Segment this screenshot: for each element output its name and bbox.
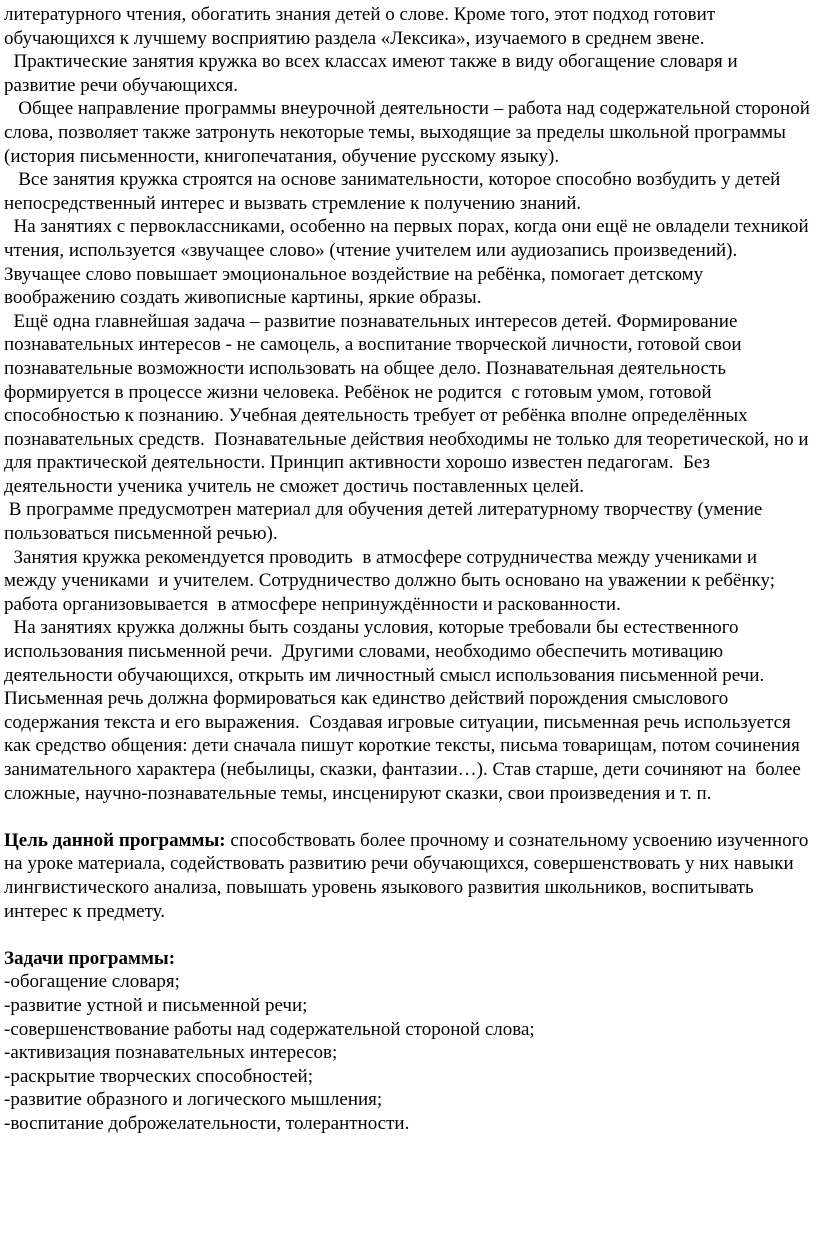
goal-label: Цель данной программы: (4, 829, 226, 851)
task-item: -воспитание доброжелательности, толерантности. (4, 1112, 410, 1134)
task-item: -активизация познавательных интересов; (4, 1042, 338, 1064)
paragraph-written-speech: На занятиях кружка должны быть созданы условия, которые требовали бы естественного использования письменной речи. Другими словами, необходимо обеспечить мотивацию деятельности обучающихся, открыть им личностный смысл использования письменной речи. Письменная речь должна формироваться как единство действий порождения смыслового содержания текста и его выражения. Создавая игровые ситуации, письменная речь используется как средство общения: дети сначала пишут короткие тексты, письма товарищам, потом сочинения занимательного характера (небылицы, сказки, фантазии…). Став старше, дети сочиняют на более сложные, научно-познавательные темы, инсценируют сказки, свои произведения и т. п. (4, 617, 806, 804)
paragraph-practical-classes: Практические занятия кружка во всех классах имеют также в виду обогащение словаря и развитие речи обучающихся. (4, 51, 743, 96)
goal-paragraph (4, 829, 814, 923)
task-item: -развитие устной и письменной речи; (4, 994, 308, 1016)
paragraph-cooperation: Занятия кружка рекомендуется проводить в атмосфере сотрудничества между учениками и между учениками и учителем. Сотрудничество должно быть основано на уважении к ребёнку; работа организовывается в атмосфере непринуждённости и раскованности. (4, 546, 780, 615)
paragraph-cognitive-interests: Ещё одна главнейшая задача – развитие познавательных интересов детей. Формирование познавательных интересов - не самоцель, а воспитание творческой личности, готовой свои познавательные возможности использовать на общее дело. Познавательная деятельность формируется в процессе жизни человека. Ребёнок не родится с готовым умом, готовой способностью к познанию. Учебная деятельность требует от ребёнка вполне определённых познавательных средств. Познавательные действия необходимы не только для теоретической, но и для практической деятельности. Принцип активности хорошо известен педагогам. Без деятельности ученика учитель не сможет достичь поставленных целей. (4, 310, 814, 497)
task-item: -совершенствование работы над содержательной стороной слова; (4, 1018, 535, 1040)
tasks-heading: Задачи программы: (4, 947, 176, 969)
task-item: -раскрытие творческих способностей; (4, 1065, 313, 1087)
tasks-list (4, 970, 810, 1135)
goal-text: способствовать более прочному и сознательному усвоению изученного на уроке материала, содействовать развитию речи обучающихся, совершенствовать у них навыки лингвистического анализа, повышать уровень языкового развития школьников, воспитывать интерес к предмету. (4, 829, 814, 922)
blank-line (4, 805, 810, 829)
paragraph-entertainment: Все занятия кружка строятся на основе занимательности, которое способно возбудить у детей непосредственный интерес и вызвать стремление к получению знаний. (4, 169, 786, 214)
paragraph-program-direction: Общее направление программы внеурочной деятельности – работа над содержательной стороной слова, позволяет также затронуть некоторые темы, выходящие за пределы школьной программы (история письменности, книгопечатания, обучение русскому языку). (4, 98, 815, 167)
task-item: -развитие образного и логического мышления; (4, 1089, 383, 1111)
paragraph-intro: литературного чтения, обогатить знания детей о слове. Кроме того, этот подход готовит обучающихся к лучшему восприятию раздела «Лексика», изучаемого в среднем звене. (4, 4, 720, 49)
task-item: -обогащение словаря; (4, 971, 180, 993)
blank-line (4, 923, 810, 947)
paragraph-literary-creativity: В программе предусмотрен материал для обучения детей литературному творчеству (умение пользоваться письменной речью). (4, 499, 768, 545)
paragraph-first-graders: На занятиях с первоклассниками, особенно на первых порах, когда они ещё не овладели техникой чтения, используется «звучащее слово» (чтение учителем или аудиозапись произведений). Звучащее слово повышает эмоциональное воздействие на ребёнка, помогает детскому воображению создать живописные картины, яркие образы. (4, 216, 814, 309)
